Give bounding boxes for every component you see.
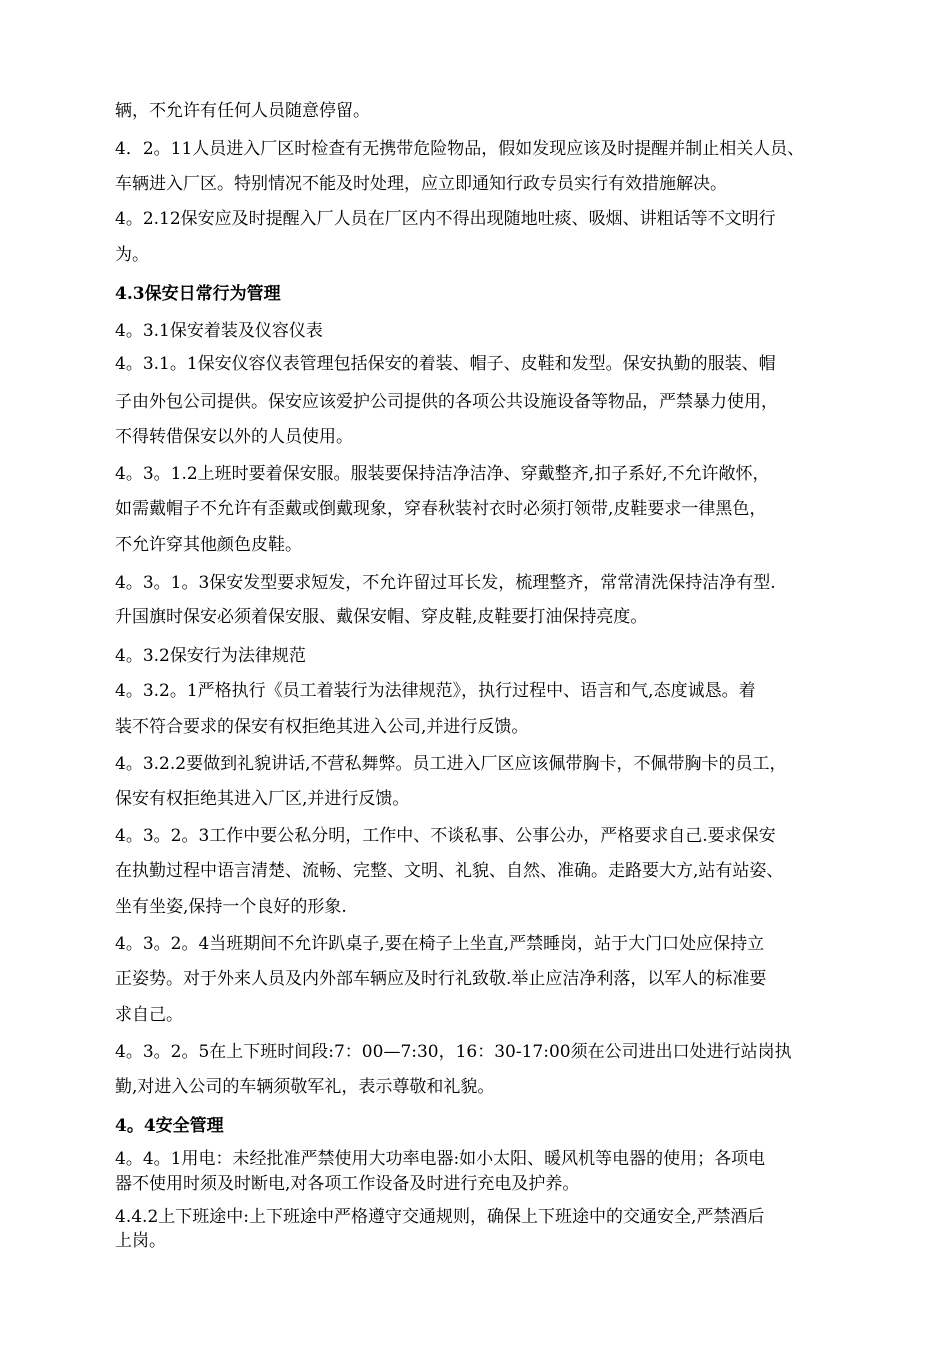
- paragraph-line: 勤,对进入公司的车辆须敬军礼，表示尊敬和礼貌。: [115, 1077, 495, 1097]
- paragraph-line: 不允许穿其他颜色皮鞋。: [115, 535, 302, 555]
- paragraph-line: 器不使用时须及时断电,对各项工作设备及时进行充电及护养。: [115, 1174, 580, 1194]
- paragraph-line: 在执勤过程中语言清楚、流畅、完整、文明、礼貌、自然、准确。走路要大方,站有站姿、: [115, 861, 784, 881]
- paragraph-line: 4。4。1用电：未经批准严禁使用大功率电器:如小太阳、暖风机等电器的使用；各项电: [115, 1149, 766, 1169]
- paragraph-line: 不得转借保安以外的人员使用。: [115, 427, 353, 447]
- paragraph-line: 坐有坐姿,保持一个良好的形象.: [115, 897, 347, 917]
- paragraph-line: 车辆进入厂区。特别情况不能及时处理，应立即通知行政专员实行有效措施解决。: [115, 174, 727, 194]
- paragraph-line: 4。3.1保安着装及仪容仪表: [115, 321, 323, 341]
- paragraph-line: 如需戴帽子不允许有歪戴或倒戴现象，穿春秋装衬衣时必须打领带,皮鞋要求一律黑色，: [115, 499, 767, 519]
- paragraph-line: 4。3。2。3工作中要公私分明，工作中、不谈私事、公事公办，严格要求自己.要求保安: [115, 826, 776, 846]
- section-heading: 4.3保安日常行为管理: [115, 284, 281, 304]
- paragraph-line: 上岗。: [115, 1231, 166, 1251]
- paragraph-line: 保安有权拒绝其进入厂区,并进行反馈。: [115, 789, 410, 809]
- paragraph-line: 4。2.12保安应及时提醒入厂人员在厂区内不得出现随地吐痰、吸烟、讲粗话等不文明行: [115, 209, 776, 229]
- paragraph-line: 升国旗时保安必须着保安服、戴保安帽、穿皮鞋,皮鞋要打油保持亮度。: [115, 607, 648, 627]
- paragraph-line: 4。3.2保安行为法律规范: [115, 646, 306, 666]
- paragraph-line: 子由外包公司提供。保安应该爱护公司提供的各项公共设施设备等物品，严禁暴力使用，: [115, 392, 778, 412]
- paragraph-line: 4.4.2上下班途中:上下班途中严格遵守交通规则，确保上下班途中的交通安全,严禁酒后: [115, 1207, 765, 1227]
- paragraph-line: 4。3。2。5在上下班时间段:7：00—7:30，16：30-17:00须在公司进出口处进行站岗执: [115, 1042, 792, 1062]
- section-heading: 4。4安全管理: [115, 1116, 224, 1136]
- paragraph-line: 4。3。1.2上班时要着保安服。服装要保持洁净洁净、穿戴整齐,扣子系好,不允许敞怀，: [115, 464, 770, 484]
- paragraph-line: 4。3。1。3保安发型要求短发，不允许留过耳长发，梳理整齐，常常清洗保持洁净有型.: [115, 573, 776, 593]
- paragraph-line: 正姿势。对于外来人员及内外部车辆应及时行礼致敬.举止应洁净利落，以军人的标准要: [115, 969, 767, 989]
- paragraph-line: 装不符合要求的保安有权拒绝其进入公司,并进行反馈。: [115, 717, 529, 737]
- paragraph-line: 4．2。11人员进入厂区时检查有无携带危险物品，假如发现应该及时提醒并制止相关人员、: [115, 139, 805, 159]
- paragraph-line: 辆，不允许有任何人员随意停留。: [115, 101, 370, 121]
- paragraph-line: 4。3.2。1严格执行《员工着装行为法律规范》，执行过程中、语言和气,态度诚恳。着: [115, 681, 756, 701]
- paragraph-line: 为。: [115, 245, 149, 265]
- paragraph-line: 4。3.2.2要做到礼貌讲话,不营私舞弊。员工进入厂区应该佩带胸卡，不佩带胸卡的员工，: [115, 754, 787, 774]
- paragraph-line: 4。3。2。4当班期间不允许趴桌子,要在椅子上坐直,严禁睡岗，站于大门口处应保持立: [115, 934, 765, 954]
- paragraph-line: 4。3.1。1保安仪容仪表管理包括保安的着装、帽子、皮鞋和发型。保安执勤的服装、帽: [115, 354, 776, 374]
- paragraph-line: 求自己。: [115, 1005, 183, 1025]
